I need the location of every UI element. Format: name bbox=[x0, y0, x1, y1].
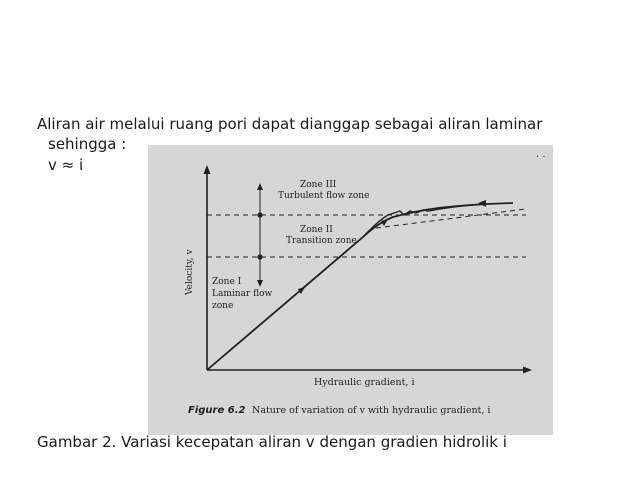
x-axis-label: Hydraulic gradient, i bbox=[314, 377, 415, 388]
velocity-gradient-figure bbox=[148, 145, 553, 435]
curve-decreasing-gradient bbox=[363, 205, 473, 237]
figure-caption-text: Nature of variation of v with hydraulic gradient, i bbox=[252, 405, 491, 416]
body-text-line-1: Aliran air melalui ruang pori dapat dianggap sebagai aliran laminar bbox=[37, 115, 543, 133]
curve-arrow-up-2 bbox=[381, 219, 388, 226]
corner-mark: . . bbox=[536, 149, 546, 160]
y-axis-label: Velocity, v bbox=[185, 249, 195, 295]
x-axis-arrowhead bbox=[523, 367, 532, 374]
zone3-subtitle: Turbulent flow zone bbox=[278, 191, 370, 201]
figure-svg bbox=[148, 145, 553, 435]
curve-arrow-up-1 bbox=[298, 287, 305, 294]
zone1-title: Zone I bbox=[212, 277, 242, 287]
curve-increasing-gradient bbox=[207, 203, 513, 370]
curve-arrow-left bbox=[478, 200, 486, 207]
body-text-line-2: sehingga : bbox=[48, 135, 127, 153]
zone3-title: Zone III bbox=[300, 180, 337, 190]
zone1-subtitle-1: Laminar flow bbox=[212, 289, 273, 299]
zone2-subtitle: Transition zone bbox=[286, 236, 357, 246]
zone1-subtitle-2: zone bbox=[212, 301, 234, 311]
y-axis-arrowhead bbox=[204, 165, 211, 174]
zone2-title: Zone II bbox=[300, 225, 333, 235]
slide-caption: Gambar 2. Variasi kecepatan aliran v dengan gradien hidrolik i bbox=[37, 433, 507, 451]
zone-markers bbox=[257, 183, 263, 287]
body-text-formula: v ≈ i bbox=[48, 156, 84, 174]
figure-caption-label: Figure 6.2 bbox=[188, 405, 246, 416]
